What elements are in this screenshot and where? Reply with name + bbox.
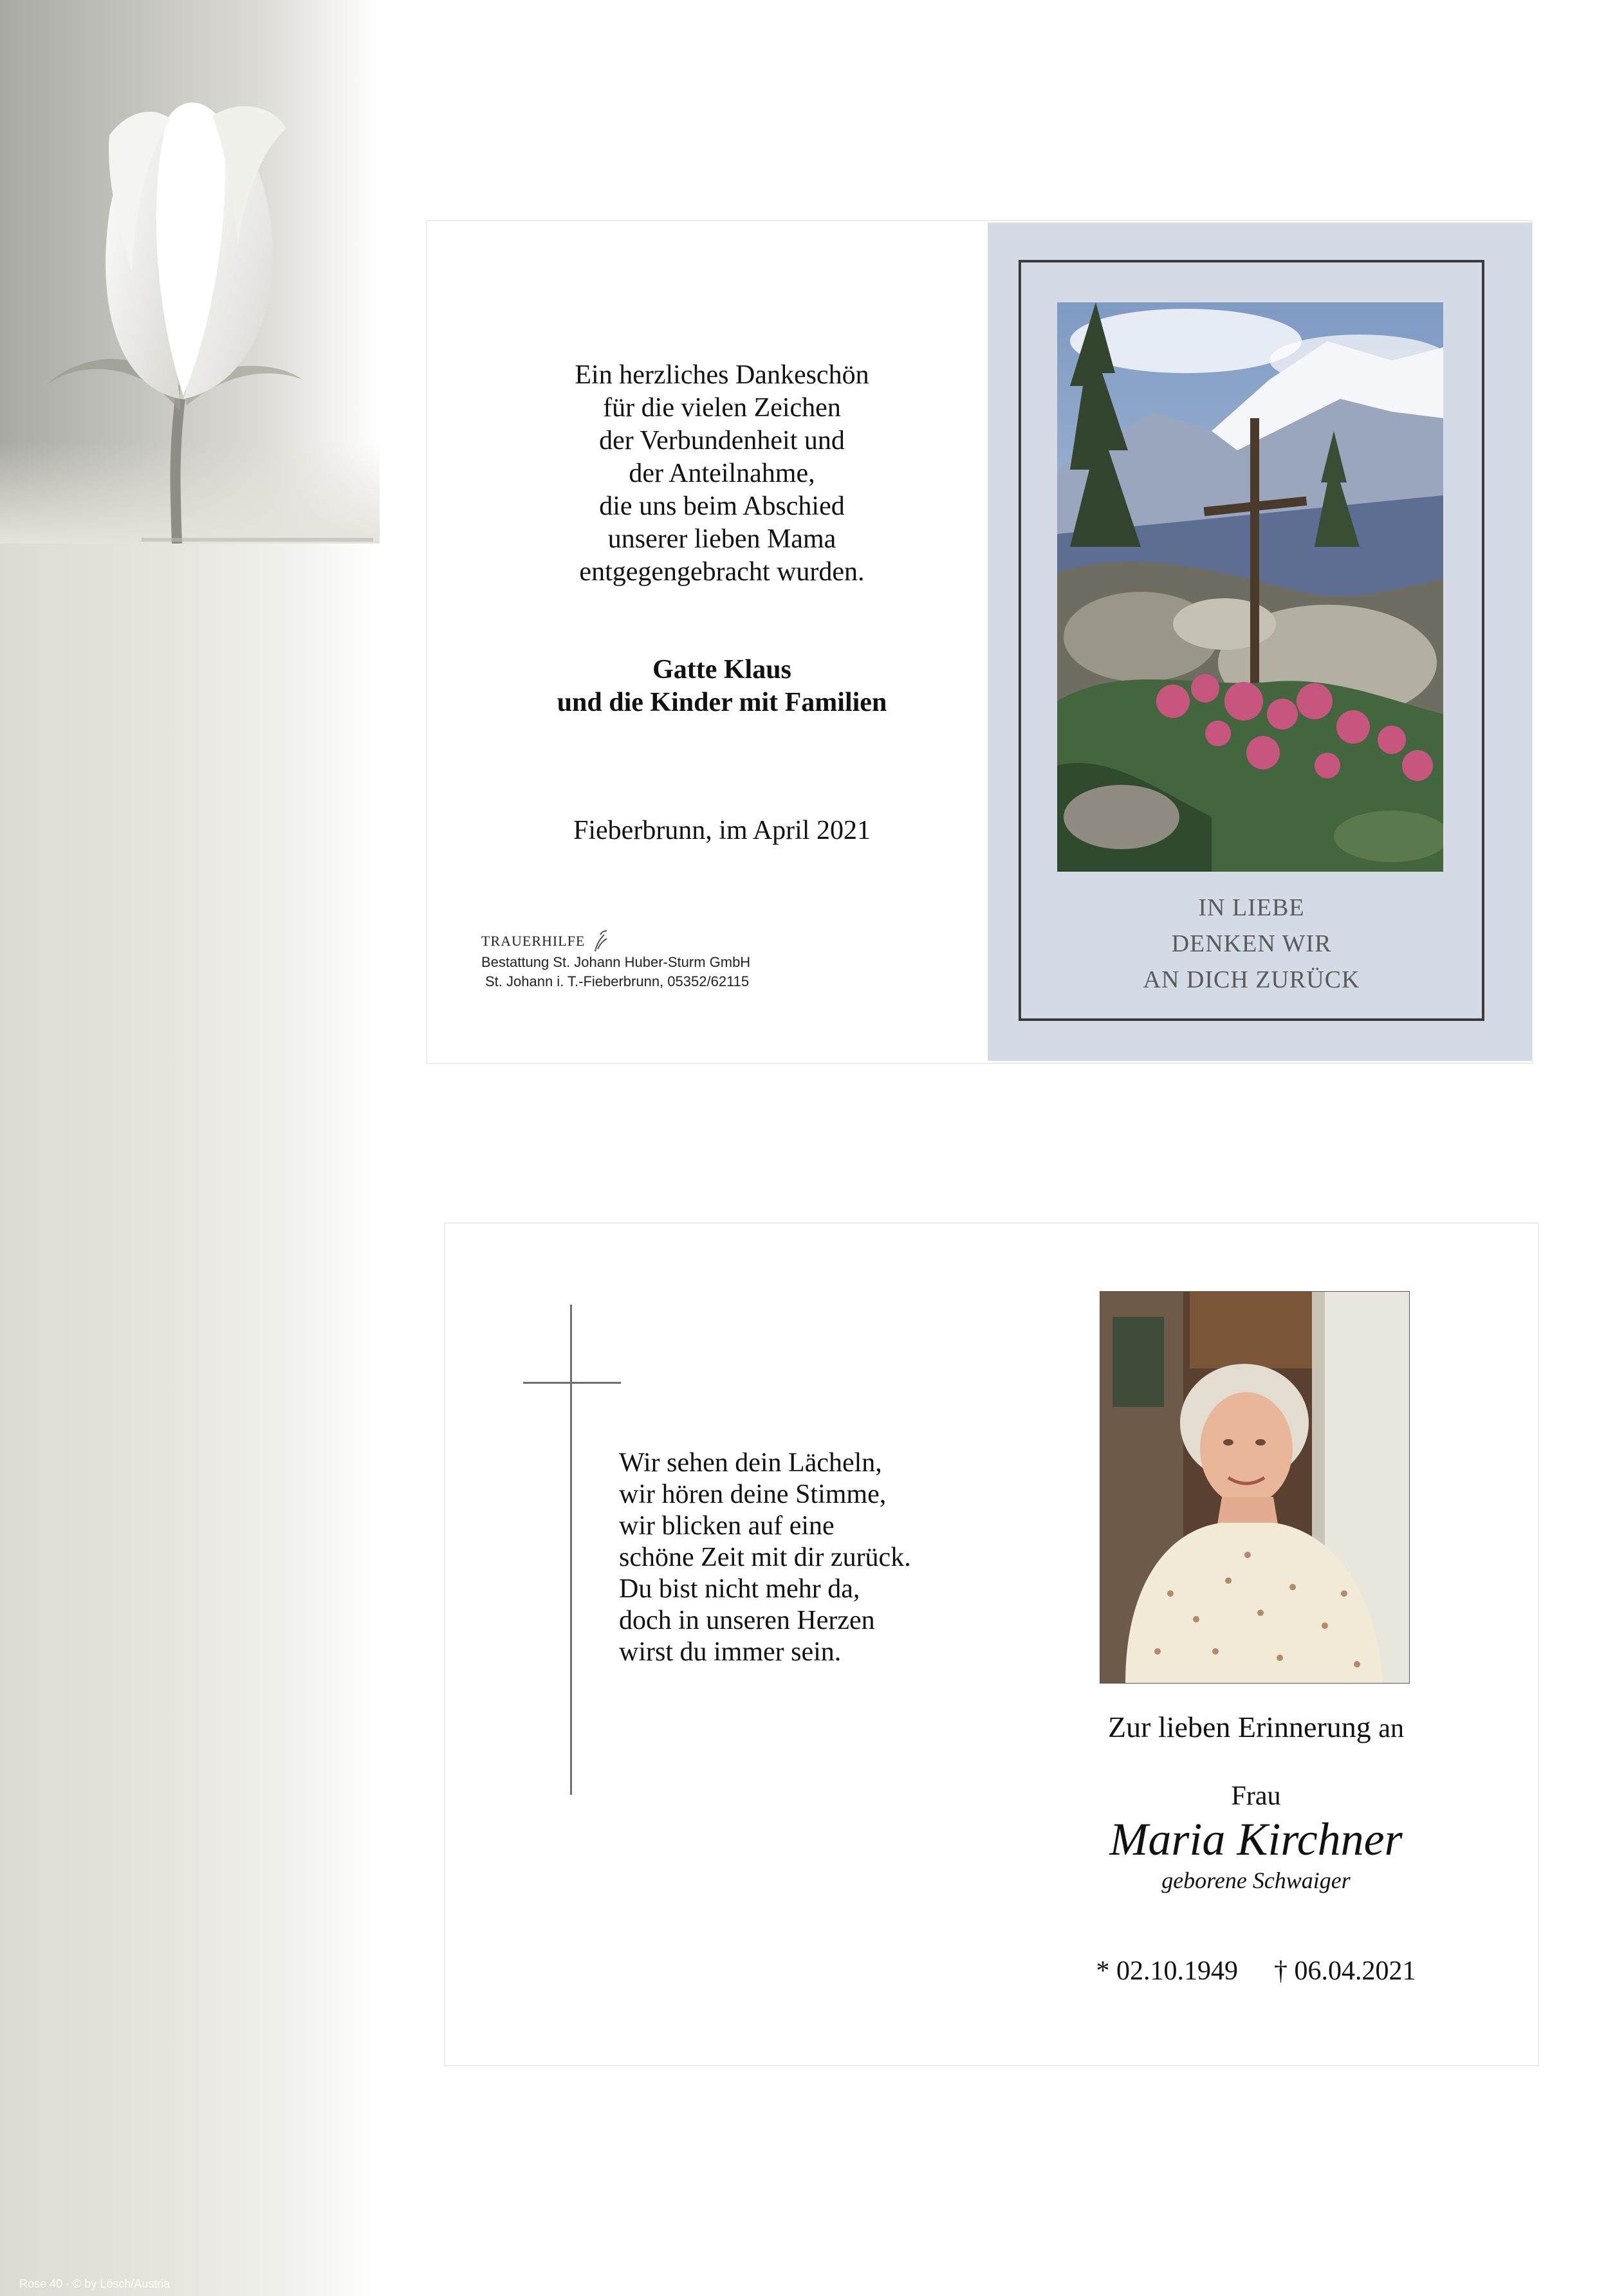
inscription-line: DENKEN WIR [1171,930,1332,957]
deceased-name: Maria Kirchner [1109,1814,1403,1865]
cross-vertical-bar [570,1305,572,1795]
poem-line: wir hören deine Stimme, [619,1480,887,1509]
poem-line: wir blicken auf eine [619,1511,835,1541]
place-date: Fieberbrunn, im April 2021 [573,816,871,845]
thanks-line: entgegengebracht wurden. [579,557,865,587]
memory-suffix: an [1378,1714,1404,1743]
dove-icon [593,930,609,953]
undertaker-line: Bestattung St. Johann Huber-Sturm GmbH [481,954,751,970]
memory-text: Zur lieben Erinnerung [1108,1711,1371,1743]
poem-line: doch in unseren Herzen [619,1606,875,1635]
poem [619,1447,979,1668]
poem-line: schöne Zeit mit dir zurück. [619,1543,911,1572]
thanks-line: unserer lieben Mama [607,524,836,554]
mountain-cross-image [1057,302,1443,872]
white-rose-image [0,0,380,544]
undertaker-brand [481,930,750,953]
inscription-line: IN LIEBE [1198,894,1305,921]
thanks-line: der Anteilnahme, [629,459,815,488]
thanks-line: der Verbundenheit und [599,426,845,455]
cross-horizontal-bar [523,1382,621,1384]
thanks-line: die uns beim Abschied [599,491,845,521]
birth-name: geborene Schwaiger [1161,1868,1351,1893]
memory-heading [1063,1710,1449,1744]
poem-line: Wir sehen dein Lächeln, [619,1448,882,1478]
death-date: † 06.04.2021 [1274,1956,1416,1986]
poem-line: wirst du immer sein. [619,1637,842,1667]
portrait-photo [1100,1291,1410,1684]
in-memory-inscription [1055,890,1448,998]
signers [490,654,954,719]
salutation: Frau [1231,1781,1281,1811]
thanks-line: Ein herzliches Dankeschön [575,360,869,390]
signer-line: und die Kinder mit Familien [557,688,887,717]
thanks-text [490,359,954,589]
signer-line: Gatte Klaus [652,655,791,684]
birth-date: * 02.10.1949 [1096,1956,1238,1986]
undertaker-line: St. Johann i. T.-Fieberbrunn, 05352/62115 [485,973,750,989]
design-credit: Rose 40 · © by Lösch/Austria [19,2277,171,2290]
undertaker-logo [481,930,750,991]
inscription-line: AN DICH ZURÜCK [1143,966,1360,993]
poem-line: Du bist nicht mehr da, [619,1574,860,1604]
life-dates [1063,1956,1449,1987]
thanks-line: für die vielen Zeichen [603,393,841,423]
undertaker-brand-text: TRAUERHILFE [481,933,586,949]
